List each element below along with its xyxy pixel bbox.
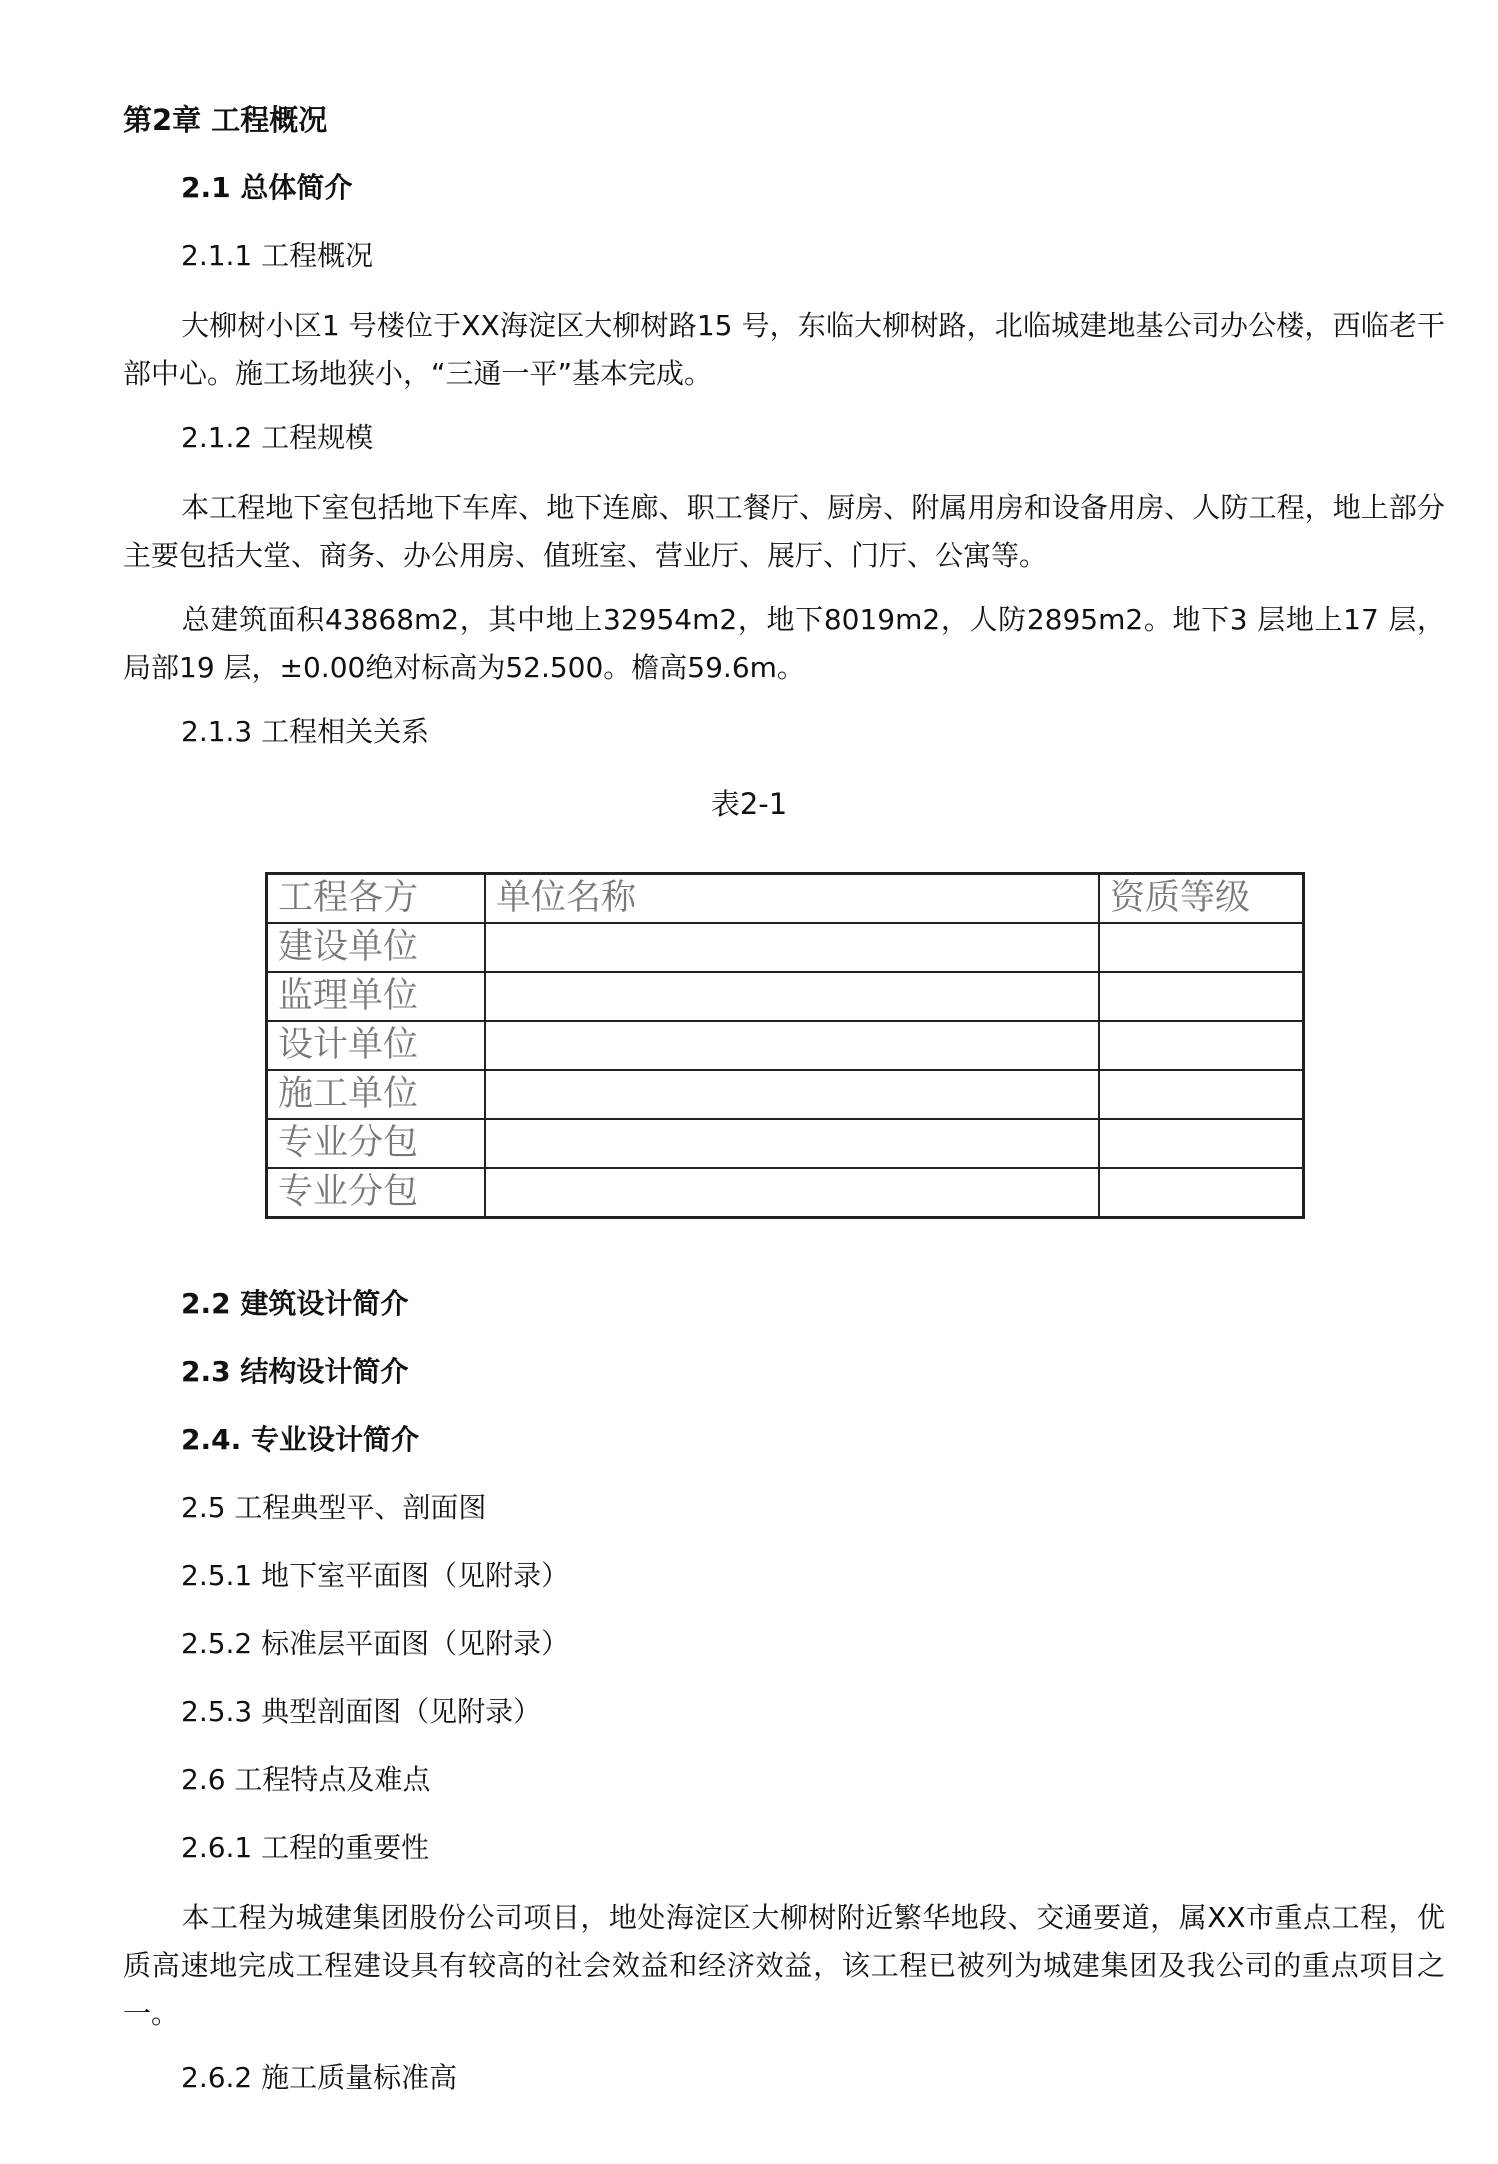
paragraph-area (123, 596, 1445, 692)
section-2-1-heading: 2.1 总体简介 (181, 171, 353, 204)
table-cell-qualification (1099, 1119, 1304, 1168)
table-row (267, 1021, 1304, 1070)
section-2-4-heading: 2.4. 专业设计简介 (181, 1423, 419, 1456)
table-row (267, 1070, 1304, 1119)
section-2-6-heading: 2.6 工程特点及难点 (181, 1763, 431, 1796)
table-cell-unit-name (485, 923, 1099, 972)
table-header-cell: 单位名称 (485, 874, 1099, 924)
table-header-row (267, 874, 1304, 924)
section-2-5-3-heading: 2.5.3 典型剖面图（见附录） (181, 1695, 542, 1728)
table-caption: 表2-1 (710, 787, 788, 821)
table-cell-qualification (1099, 1070, 1304, 1119)
table-header-cell: 工程各方 (267, 874, 486, 924)
section-2-1-3-heading: 2.1.3 工程相关关系 (181, 715, 430, 748)
table-header-cell: 资质等级 (1099, 874, 1304, 924)
chapter-title: 第2章 工程概况 (123, 103, 328, 137)
paragraph-scope (123, 484, 1445, 580)
paragraph-location (123, 302, 1445, 398)
table-cell-party: 设计单位 (267, 1021, 486, 1070)
table-cell-unit-name (485, 1021, 1099, 1070)
section-2-2-heading: 2.2 建筑设计简介 (181, 1287, 409, 1320)
paragraph-importance (123, 1894, 1445, 2038)
table-cell-qualification (1099, 1021, 1304, 1070)
paragraph-importance-text: 本工程为城建集团股份公司项目，地处海淀区大柳树附近繁华地段、交通要道，属XX市重点工程，优质高速地完成工程建设具有较高的社会效益和经济效益，该工程已被列为城建集团及我公司的重点项目之一。 (123, 1901, 1445, 2030)
paragraph-scope-text: 本工程地下室包括地下车库、地下连廊、职工餐厅、厨房、附属用房和设备用房、人防工程，地上部分主要包括大堂、商务、办公用房、值班室、营业厅、展厅、门厅、公寓等。 (123, 491, 1445, 572)
table-cell-unit-name (485, 1070, 1099, 1119)
table-cell-unit-name (485, 972, 1099, 1021)
table-cell-party: 专业分包 (267, 1168, 486, 1218)
table-cell-unit-name (485, 1119, 1099, 1168)
section-2-1-2-heading: 2.1.2 工程规模 (181, 421, 374, 454)
table-cell-qualification (1099, 972, 1304, 1021)
table-row (267, 972, 1304, 1021)
table-cell-qualification (1099, 923, 1304, 972)
table-cell-party: 建设单位 (267, 923, 486, 972)
table-cell-party: 专业分包 (267, 1119, 486, 1168)
section-2-1-1-heading: 2.1.1 工程概况 (181, 239, 374, 272)
section-2-6-2-heading: 2.6.2 施工质量标准高 (181, 2061, 458, 2094)
table-row (267, 923, 1304, 972)
table-cell-party: 施工单位 (267, 1070, 486, 1119)
section-2-5-heading: 2.5 工程典型平、剖面图 (181, 1491, 487, 1524)
table-cell-party: 监理单位 (267, 972, 486, 1021)
paragraph-location-text: 大柳树小区1 号楼位于XX海淀区大柳树路15 号，东临大柳树路，北临城建地基公司办公楼，西临老干部中心。施工场地狭小，“三通一平”基本完成。 (123, 309, 1445, 390)
section-2-5-1-heading: 2.5.1 地下室平面图（见附录） (181, 1559, 570, 1592)
table-cell-unit-name (485, 1168, 1099, 1218)
table-row (267, 1168, 1304, 1218)
project-parties-table (265, 872, 1305, 1219)
paragraph-area-text: 总建筑面积43868m2，其中地上32954m2，地下8019m2，人防2895m2。地下3 层地上17 层，局部19 层，±0.00绝对标高为52.500。檐高59.6m。 (123, 603, 1445, 684)
section-2-6-1-heading: 2.6.1 工程的重要性 (181, 1831, 430, 1864)
table-cell-qualification (1099, 1168, 1304, 1218)
section-2-3-heading: 2.3 结构设计简介 (181, 1355, 409, 1388)
section-2-5-2-heading: 2.5.2 标准层平面图（见附录） (181, 1627, 570, 1660)
table-row (267, 1119, 1304, 1168)
